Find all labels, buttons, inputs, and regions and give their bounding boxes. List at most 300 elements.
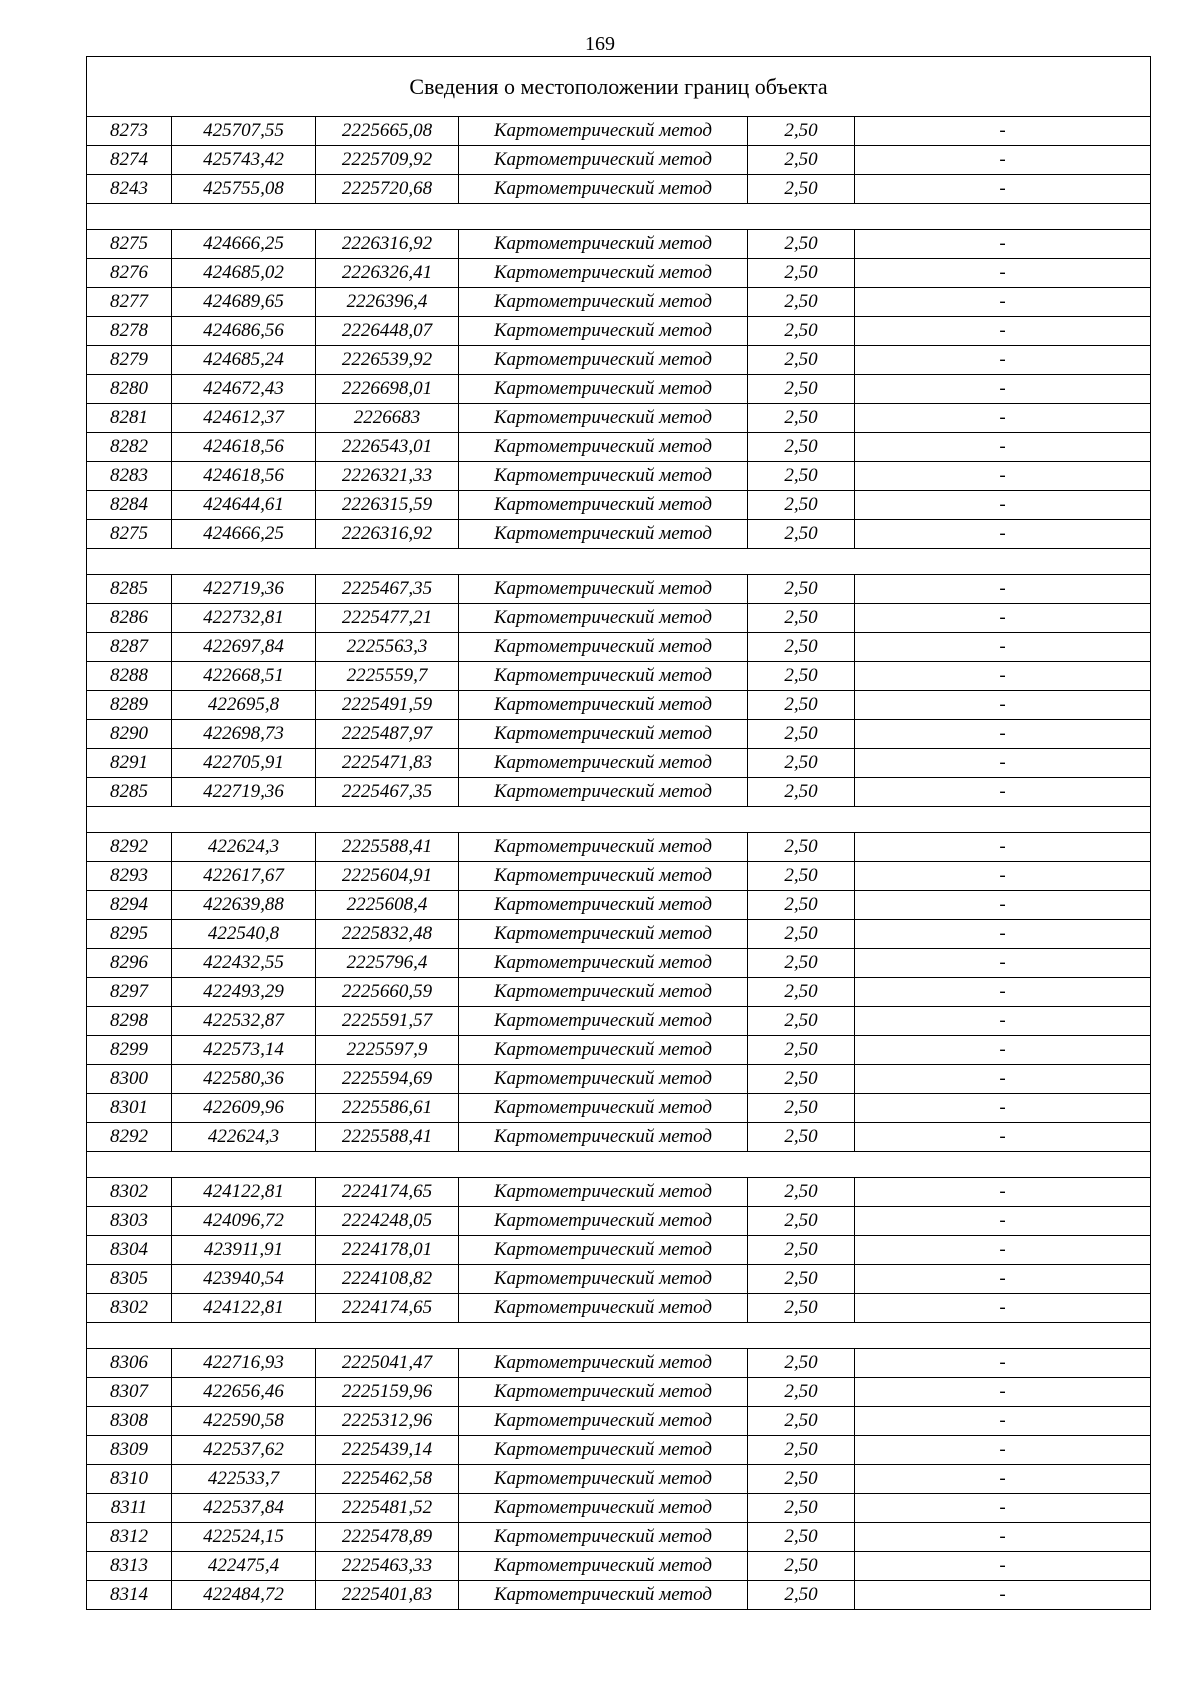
point-number-cell: 8278: [87, 317, 172, 346]
table-row: [87, 862, 1151, 891]
y-coordinate-cell: 2226698,01: [316, 375, 459, 404]
boundary-table-container: [86, 56, 1150, 1610]
accuracy-cell: 2,50: [748, 1552, 855, 1581]
x-coordinate-cell: 423911,91: [172, 1236, 316, 1265]
description-cell: -: [855, 1378, 1151, 1407]
y-coordinate-cell: 2226321,33: [316, 462, 459, 491]
y-coordinate-cell: 2226316,92: [316, 230, 459, 259]
y-coordinate-cell: 2226315,59: [316, 491, 459, 520]
table-row: [87, 433, 1151, 462]
point-number-cell: 8288: [87, 662, 172, 691]
description-cell: -: [855, 404, 1151, 433]
x-coordinate-cell: 422716,93: [172, 1349, 316, 1378]
table-row: [87, 346, 1151, 375]
method-cell: Картометрический метод: [459, 175, 748, 204]
y-coordinate-cell: 2225709,92: [316, 146, 459, 175]
point-number-cell: 8284: [87, 491, 172, 520]
description-cell: -: [855, 1065, 1151, 1094]
method-cell: Картометрический метод: [459, 891, 748, 920]
point-number-cell: 8300: [87, 1065, 172, 1094]
point-number-cell: 8297: [87, 978, 172, 1007]
table-row: [87, 604, 1151, 633]
point-number-cell: 8287: [87, 633, 172, 662]
method-cell: Картометрический метод: [459, 1552, 748, 1581]
table-row: [87, 1178, 1151, 1207]
point-number-cell: 8243: [87, 175, 172, 204]
accuracy-cell: 2,50: [748, 375, 855, 404]
description-cell: -: [855, 662, 1151, 691]
point-number-cell: 8313: [87, 1552, 172, 1581]
y-coordinate-cell: 2225588,41: [316, 833, 459, 862]
description-cell: -: [855, 1123, 1151, 1152]
accuracy-cell: 2,50: [748, 1523, 855, 1552]
description-cell: -: [855, 604, 1151, 633]
description-cell: -: [855, 117, 1151, 146]
accuracy-cell: 2,50: [748, 1436, 855, 1465]
table-row: [87, 978, 1151, 1007]
description-cell: -: [855, 520, 1151, 549]
accuracy-cell: 2,50: [748, 404, 855, 433]
x-coordinate-cell: 425755,08: [172, 175, 316, 204]
accuracy-cell: 2,50: [748, 1378, 855, 1407]
table-row: [87, 1036, 1151, 1065]
method-cell: Картометрический метод: [459, 1123, 748, 1152]
method-cell: Картометрический метод: [459, 1581, 748, 1610]
x-coordinate-cell: 422656,46: [172, 1378, 316, 1407]
method-cell: Картометрический метод: [459, 862, 748, 891]
point-number-cell: 8308: [87, 1407, 172, 1436]
y-coordinate-cell: 2225439,14: [316, 1436, 459, 1465]
accuracy-cell: 2,50: [748, 230, 855, 259]
y-coordinate-cell: 2225487,97: [316, 720, 459, 749]
table-row: [87, 1007, 1151, 1036]
description-cell: -: [855, 1436, 1151, 1465]
x-coordinate-cell: 422719,36: [172, 778, 316, 807]
table-row: [87, 662, 1151, 691]
table-row: [87, 117, 1151, 146]
y-coordinate-cell: 2225588,41: [316, 1123, 459, 1152]
table-row: [87, 1294, 1151, 1323]
x-coordinate-cell: 422695,8: [172, 691, 316, 720]
description-cell: -: [855, 920, 1151, 949]
description-cell: -: [855, 346, 1151, 375]
x-coordinate-cell: 422705,91: [172, 749, 316, 778]
table-row: [87, 720, 1151, 749]
method-cell: Картометрический метод: [459, 1436, 748, 1465]
point-number-cell: 8283: [87, 462, 172, 491]
description-cell: -: [855, 317, 1151, 346]
x-coordinate-cell: 423940,54: [172, 1265, 316, 1294]
method-cell: Картометрический метод: [459, 604, 748, 633]
accuracy-cell: 2,50: [748, 1494, 855, 1523]
accuracy-cell: 2,50: [748, 346, 855, 375]
accuracy-cell: 2,50: [748, 1007, 855, 1036]
x-coordinate-cell: 424612,37: [172, 404, 316, 433]
description-cell: -: [855, 288, 1151, 317]
accuracy-cell: 2,50: [748, 433, 855, 462]
y-coordinate-cell: 2226326,41: [316, 259, 459, 288]
accuracy-cell: 2,50: [748, 691, 855, 720]
table-row: [87, 259, 1151, 288]
point-number-cell: 8314: [87, 1581, 172, 1610]
x-coordinate-cell: 422580,36: [172, 1065, 316, 1094]
accuracy-cell: 2,50: [748, 778, 855, 807]
table-row: [87, 1581, 1151, 1610]
method-cell: Картометрический метод: [459, 230, 748, 259]
separator-cell: [87, 1323, 1151, 1349]
separator-cell: [87, 1152, 1151, 1178]
accuracy-cell: 2,50: [748, 662, 855, 691]
method-cell: Картометрический метод: [459, 949, 748, 978]
y-coordinate-cell: 2225586,61: [316, 1094, 459, 1123]
boundary-coordinates-table: [86, 56, 1151, 1610]
page-number: 169: [585, 33, 615, 55]
table-row: [87, 920, 1151, 949]
description-cell: -: [855, 1036, 1151, 1065]
description-cell: -: [855, 749, 1151, 778]
method-cell: Картометрический метод: [459, 317, 748, 346]
method-cell: Картометрический метод: [459, 462, 748, 491]
y-coordinate-cell: 2224174,65: [316, 1294, 459, 1323]
x-coordinate-cell: 422639,88: [172, 891, 316, 920]
table-row: [87, 1207, 1151, 1236]
method-cell: Картометрический метод: [459, 1178, 748, 1207]
y-coordinate-cell: 2225477,21: [316, 604, 459, 633]
description-cell: -: [855, 1349, 1151, 1378]
point-number-cell: 8289: [87, 691, 172, 720]
table-title-row: [87, 57, 1151, 117]
table-row: [87, 891, 1151, 920]
contour-separator-row: [87, 204, 1151, 230]
point-number-cell: 8307: [87, 1378, 172, 1407]
method-cell: Картометрический метод: [459, 1094, 748, 1123]
accuracy-cell: 2,50: [748, 978, 855, 1007]
table-row: [87, 462, 1151, 491]
table-row: [87, 1123, 1151, 1152]
method-cell: Картометрический метод: [459, 375, 748, 404]
description-cell: -: [855, 833, 1151, 862]
table-row: [87, 1523, 1151, 1552]
description-cell: -: [855, 1265, 1151, 1294]
description-cell: -: [855, 1494, 1151, 1523]
point-number-cell: 8285: [87, 575, 172, 604]
y-coordinate-cell: 2225796,4: [316, 949, 459, 978]
description-cell: -: [855, 891, 1151, 920]
description-cell: -: [855, 1094, 1151, 1123]
method-cell: Картометрический метод: [459, 691, 748, 720]
method-cell: Картометрический метод: [459, 633, 748, 662]
y-coordinate-cell: 2225665,08: [316, 117, 459, 146]
separator-cell: [87, 549, 1151, 575]
y-coordinate-cell: 2225312,96: [316, 1407, 459, 1436]
point-number-cell: 8291: [87, 749, 172, 778]
y-coordinate-cell: 2225481,52: [316, 1494, 459, 1523]
x-coordinate-cell: 422432,55: [172, 949, 316, 978]
x-coordinate-cell: 425743,42: [172, 146, 316, 175]
description-cell: -: [855, 691, 1151, 720]
method-cell: Картометрический метод: [459, 1465, 748, 1494]
description-cell: -: [855, 575, 1151, 604]
y-coordinate-cell: 2225660,59: [316, 978, 459, 1007]
table-row: [87, 833, 1151, 862]
point-number-cell: 8281: [87, 404, 172, 433]
y-coordinate-cell: 2225467,35: [316, 575, 459, 604]
point-number-cell: 8273: [87, 117, 172, 146]
method-cell: Картометрический метод: [459, 1265, 748, 1294]
y-coordinate-cell: 2225594,69: [316, 1065, 459, 1094]
accuracy-cell: 2,50: [748, 1094, 855, 1123]
accuracy-cell: 2,50: [748, 1465, 855, 1494]
accuracy-cell: 2,50: [748, 1207, 855, 1236]
x-coordinate-cell: 422484,72: [172, 1581, 316, 1610]
point-number-cell: 8275: [87, 230, 172, 259]
point-number-cell: 8285: [87, 778, 172, 807]
method-cell: Картометрический метод: [459, 491, 748, 520]
description-cell: -: [855, 1207, 1151, 1236]
description-cell: -: [855, 1523, 1151, 1552]
x-coordinate-cell: 424122,81: [172, 1294, 316, 1323]
description-cell: -: [855, 146, 1151, 175]
x-coordinate-cell: 425707,55: [172, 117, 316, 146]
method-cell: Картометрический метод: [459, 778, 748, 807]
table-row: [87, 1465, 1151, 1494]
table-row: [87, 1378, 1151, 1407]
point-number-cell: 8280: [87, 375, 172, 404]
table-row: [87, 317, 1151, 346]
accuracy-cell: 2,50: [748, 1265, 855, 1294]
description-cell: -: [855, 1007, 1151, 1036]
point-number-cell: 8302: [87, 1294, 172, 1323]
accuracy-cell: 2,50: [748, 1123, 855, 1152]
description-cell: -: [855, 778, 1151, 807]
description-cell: -: [855, 375, 1151, 404]
description-cell: -: [855, 1552, 1151, 1581]
accuracy-cell: 2,50: [748, 862, 855, 891]
point-number-cell: 8311: [87, 1494, 172, 1523]
separator-cell: [87, 807, 1151, 833]
accuracy-cell: 2,50: [748, 604, 855, 633]
method-cell: Картометрический метод: [459, 1294, 748, 1323]
description-cell: -: [855, 720, 1151, 749]
table-title: Сведения о местоположении границ объекта: [87, 57, 1151, 117]
y-coordinate-cell: 2225608,4: [316, 891, 459, 920]
accuracy-cell: 2,50: [748, 1236, 855, 1265]
table-row: [87, 1236, 1151, 1265]
table-row: [87, 575, 1151, 604]
x-coordinate-cell: 424644,61: [172, 491, 316, 520]
accuracy-cell: 2,50: [748, 520, 855, 549]
description-cell: -: [855, 1407, 1151, 1436]
accuracy-cell: 2,50: [748, 117, 855, 146]
point-number-cell: 8312: [87, 1523, 172, 1552]
method-cell: Картометрический метод: [459, 117, 748, 146]
accuracy-cell: 2,50: [748, 920, 855, 949]
x-coordinate-cell: 422624,3: [172, 833, 316, 862]
x-coordinate-cell: 422524,15: [172, 1523, 316, 1552]
description-cell: -: [855, 433, 1151, 462]
description-cell: -: [855, 949, 1151, 978]
accuracy-cell: 2,50: [748, 575, 855, 604]
accuracy-cell: 2,50: [748, 1349, 855, 1378]
method-cell: Картометрический метод: [459, 1236, 748, 1265]
description-cell: -: [855, 491, 1151, 520]
y-coordinate-cell: 2225591,57: [316, 1007, 459, 1036]
x-coordinate-cell: 422537,84: [172, 1494, 316, 1523]
method-cell: Картометрический метод: [459, 288, 748, 317]
x-coordinate-cell: 422590,58: [172, 1407, 316, 1436]
point-number-cell: 8296: [87, 949, 172, 978]
description-cell: -: [855, 1236, 1151, 1265]
description-cell: -: [855, 862, 1151, 891]
contour-separator-row: [87, 807, 1151, 833]
point-number-cell: 8292: [87, 833, 172, 862]
y-coordinate-cell: 2225463,33: [316, 1552, 459, 1581]
point-number-cell: 8310: [87, 1465, 172, 1494]
y-coordinate-cell: 2226683: [316, 404, 459, 433]
accuracy-cell: 2,50: [748, 833, 855, 862]
method-cell: Картометрический метод: [459, 920, 748, 949]
x-coordinate-cell: 422624,3: [172, 1123, 316, 1152]
x-coordinate-cell: 422732,81: [172, 604, 316, 633]
x-coordinate-cell: 422533,7: [172, 1465, 316, 1494]
contour-separator-row: [87, 549, 1151, 575]
table-row: [87, 949, 1151, 978]
y-coordinate-cell: 2226448,07: [316, 317, 459, 346]
y-coordinate-cell: 2225041,47: [316, 1349, 459, 1378]
table-row: [87, 175, 1151, 204]
table-row: [87, 1552, 1151, 1581]
table-row: [87, 491, 1151, 520]
point-number-cell: 8302: [87, 1178, 172, 1207]
accuracy-cell: 2,50: [748, 1294, 855, 1323]
x-coordinate-cell: 422573,14: [172, 1036, 316, 1065]
accuracy-cell: 2,50: [748, 949, 855, 978]
method-cell: Картометрический метод: [459, 749, 748, 778]
y-coordinate-cell: 2225467,35: [316, 778, 459, 807]
table-row: [87, 520, 1151, 549]
x-coordinate-cell: 422719,36: [172, 575, 316, 604]
x-coordinate-cell: 422537,62: [172, 1436, 316, 1465]
method-cell: Картометрический метод: [459, 720, 748, 749]
point-number-cell: 8286: [87, 604, 172, 633]
table-row: [87, 749, 1151, 778]
x-coordinate-cell: 424685,24: [172, 346, 316, 375]
accuracy-cell: 2,50: [748, 1407, 855, 1436]
accuracy-cell: 2,50: [748, 720, 855, 749]
description-cell: -: [855, 1294, 1151, 1323]
method-cell: Картометрический метод: [459, 978, 748, 1007]
y-coordinate-cell: 2226396,4: [316, 288, 459, 317]
point-number-cell: 8304: [87, 1236, 172, 1265]
accuracy-cell: 2,50: [748, 288, 855, 317]
description-cell: -: [855, 175, 1151, 204]
x-coordinate-cell: 424686,56: [172, 317, 316, 346]
accuracy-cell: 2,50: [748, 462, 855, 491]
method-cell: Картометрический метод: [459, 346, 748, 375]
accuracy-cell: 2,50: [748, 146, 855, 175]
method-cell: Картометрический метод: [459, 404, 748, 433]
table-row: [87, 288, 1151, 317]
point-number-cell: 8305: [87, 1265, 172, 1294]
point-number-cell: 8274: [87, 146, 172, 175]
point-number-cell: 8303: [87, 1207, 172, 1236]
table-row: [87, 146, 1151, 175]
point-number-cell: 8294: [87, 891, 172, 920]
table-row: [87, 375, 1151, 404]
y-coordinate-cell: 2226539,92: [316, 346, 459, 375]
table-row: [87, 691, 1151, 720]
y-coordinate-cell: 2224248,05: [316, 1207, 459, 1236]
x-coordinate-cell: 422475,4: [172, 1552, 316, 1581]
y-coordinate-cell: 2224178,01: [316, 1236, 459, 1265]
y-coordinate-cell: 2225563,3: [316, 633, 459, 662]
accuracy-cell: 2,50: [748, 1036, 855, 1065]
x-coordinate-cell: 422532,87: [172, 1007, 316, 1036]
table-row: [87, 404, 1151, 433]
x-coordinate-cell: 424096,72: [172, 1207, 316, 1236]
point-number-cell: 8277: [87, 288, 172, 317]
method-cell: Картометрический метод: [459, 1065, 748, 1094]
accuracy-cell: 2,50: [748, 1581, 855, 1610]
y-coordinate-cell: 2225159,96: [316, 1378, 459, 1407]
point-number-cell: 8290: [87, 720, 172, 749]
y-coordinate-cell: 2225720,68: [316, 175, 459, 204]
method-cell: Картометрический метод: [459, 1007, 748, 1036]
table-row: [87, 1494, 1151, 1523]
description-cell: -: [855, 1178, 1151, 1207]
table-row: [87, 1065, 1151, 1094]
accuracy-cell: 2,50: [748, 259, 855, 288]
x-coordinate-cell: 424618,56: [172, 433, 316, 462]
y-coordinate-cell: 2225604,91: [316, 862, 459, 891]
method-cell: Картометрический метод: [459, 520, 748, 549]
point-number-cell: 8295: [87, 920, 172, 949]
table-row: [87, 1265, 1151, 1294]
accuracy-cell: 2,50: [748, 749, 855, 778]
point-number-cell: 8299: [87, 1036, 172, 1065]
x-coordinate-cell: 424689,65: [172, 288, 316, 317]
x-coordinate-cell: 424666,25: [172, 230, 316, 259]
x-coordinate-cell: 422668,51: [172, 662, 316, 691]
y-coordinate-cell: 2225462,58: [316, 1465, 459, 1494]
accuracy-cell: 2,50: [748, 1065, 855, 1094]
point-number-cell: 8279: [87, 346, 172, 375]
point-number-cell: 8282: [87, 433, 172, 462]
y-coordinate-cell: 2225597,9: [316, 1036, 459, 1065]
accuracy-cell: 2,50: [748, 175, 855, 204]
table-row: [87, 1436, 1151, 1465]
y-coordinate-cell: 2225401,83: [316, 1581, 459, 1610]
method-cell: Картометрический метод: [459, 1494, 748, 1523]
method-cell: Картометрический метод: [459, 259, 748, 288]
table-row: [87, 1094, 1151, 1123]
x-coordinate-cell: 422617,67: [172, 862, 316, 891]
point-number-cell: 8301: [87, 1094, 172, 1123]
table-row: [87, 230, 1151, 259]
point-number-cell: 8276: [87, 259, 172, 288]
method-cell: Картометрический метод: [459, 146, 748, 175]
accuracy-cell: 2,50: [748, 491, 855, 520]
table-row: [87, 633, 1151, 662]
y-coordinate-cell: 2225491,59: [316, 691, 459, 720]
description-cell: -: [855, 633, 1151, 662]
y-coordinate-cell: 2225471,83: [316, 749, 459, 778]
description-cell: -: [855, 259, 1151, 288]
point-number-cell: 8298: [87, 1007, 172, 1036]
description-cell: -: [855, 230, 1151, 259]
y-coordinate-cell: 2226543,01: [316, 433, 459, 462]
table-row: [87, 778, 1151, 807]
